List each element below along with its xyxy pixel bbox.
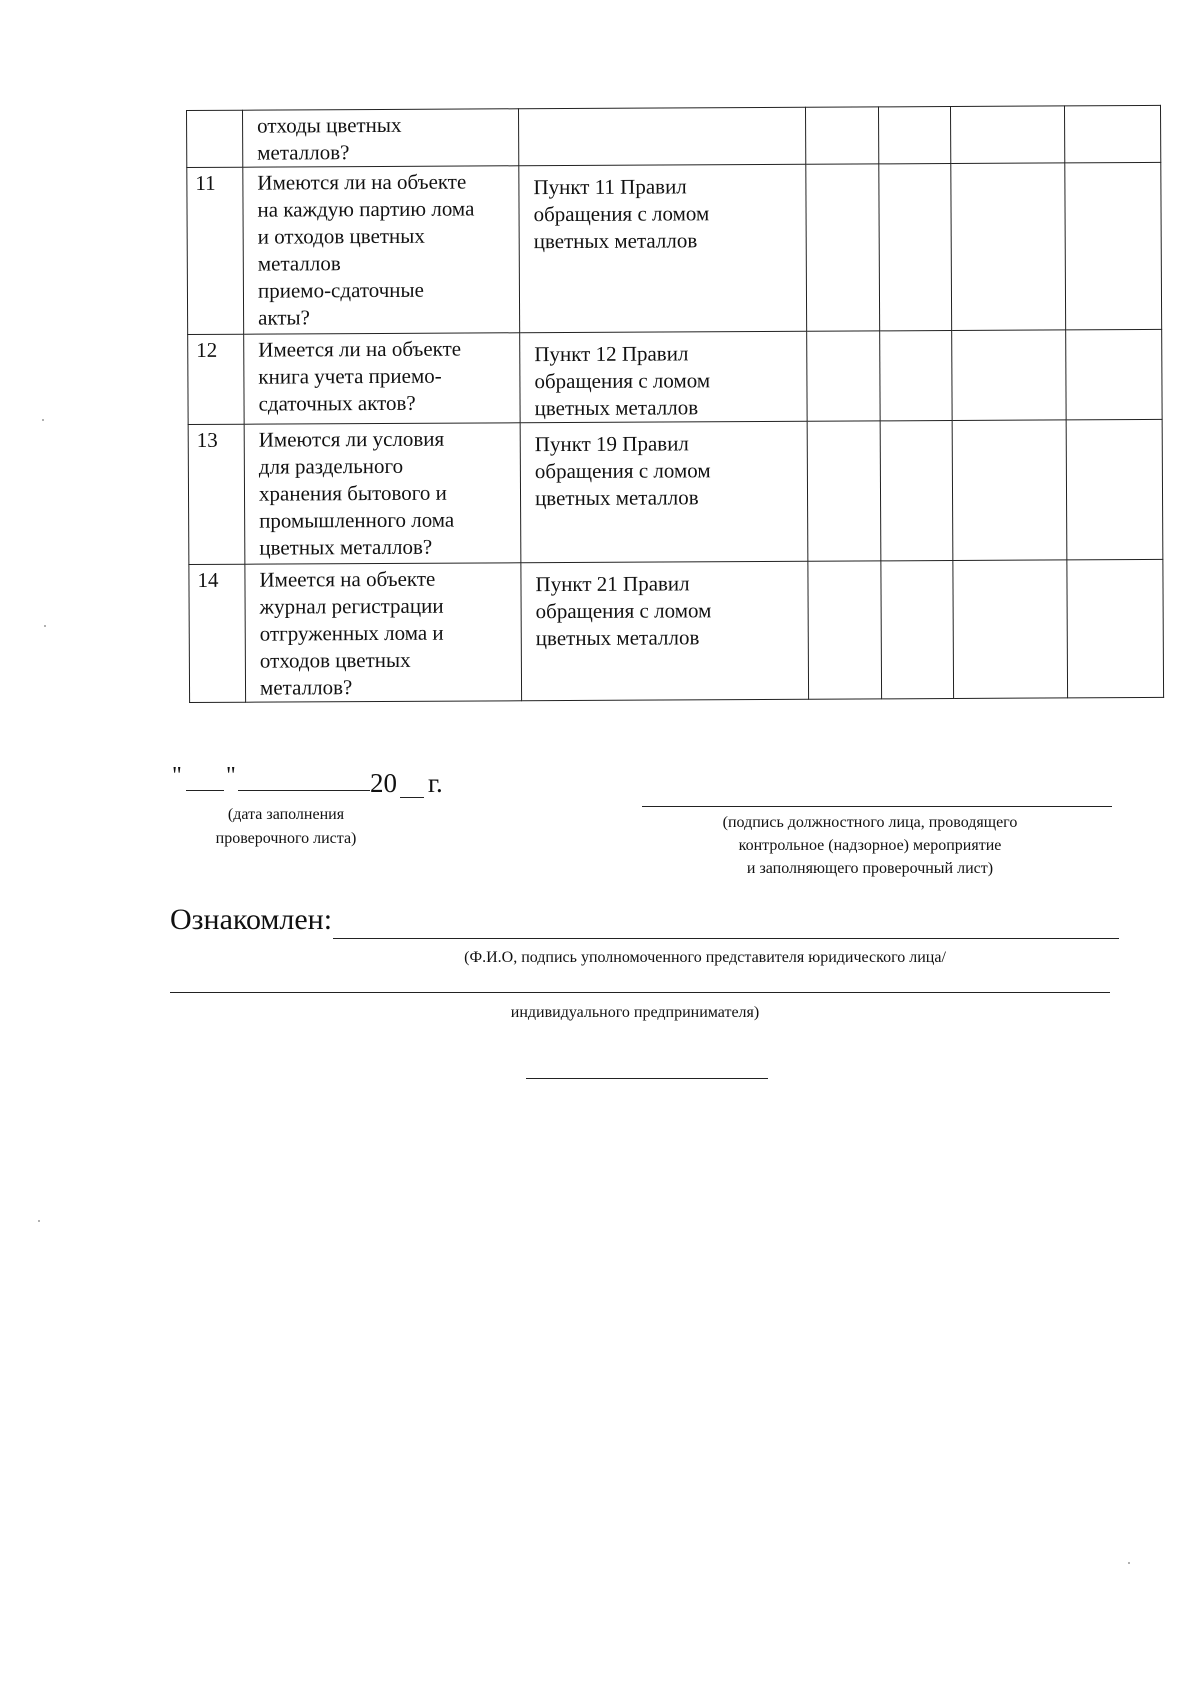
date-quote-close: " (226, 763, 236, 789)
reference-cell (521, 561, 809, 701)
table-row (189, 559, 1164, 702)
question-line: металлов? (257, 140, 350, 165)
date-caption-2: проверочного листа) (215, 830, 357, 847)
answer-cell[interactable] (953, 560, 1068, 699)
question-line: для раздельного (258, 453, 404, 479)
question-line: хранения бытового и (258, 480, 447, 506)
reference-line: Пункт 11 Правил (533, 174, 687, 200)
reference-cell (520, 421, 808, 563)
scan-speck (42, 419, 44, 421)
reference-line: обращения с ломом (533, 201, 710, 227)
scan-speck (44, 625, 46, 627)
reference-line: обращения с ломом (534, 458, 711, 484)
reference-line: Пункт 21 Правил (535, 571, 690, 597)
question-line: отходы цветных (257, 112, 402, 138)
row-number (187, 110, 243, 167)
row-number: 11 (187, 167, 244, 334)
acknowledged-caption-1: (Ф.И.О, подпись уполномоченного представителя юридического лица/ (464, 949, 946, 966)
table-row (187, 105, 1161, 167)
answer-cell[interactable] (1067, 559, 1164, 698)
acknowledged-second-line[interactable] (170, 992, 1110, 993)
question-line: отходов цветных (259, 647, 411, 673)
date-quote-open: " (172, 763, 182, 789)
answer-cell[interactable] (1065, 162, 1162, 330)
question-line: журнал регистрации (259, 593, 444, 619)
date-year-prefix: 20 (370, 768, 397, 798)
answer-cell[interactable] (952, 420, 1067, 561)
date-day-field[interactable] (186, 790, 224, 791)
reference-cell (520, 331, 807, 423)
answer-cell[interactable] (952, 330, 1066, 421)
answer-cell[interactable] (880, 420, 953, 560)
question-line: сдаточных актов? (258, 390, 416, 416)
question-line: металлов (257, 251, 341, 276)
answer-cell[interactable] (808, 561, 882, 699)
question-cell (243, 166, 520, 334)
table-row (188, 419, 1163, 564)
date-caption-1: (дата заполнения (227, 806, 345, 823)
reference-cell (519, 164, 807, 333)
question-line: металлов? (259, 675, 353, 700)
acknowledged-signature-line[interactable] (333, 938, 1119, 939)
answer-cell[interactable] (879, 163, 952, 330)
inspector-signature-line[interactable] (642, 806, 1112, 807)
end-separator (526, 1078, 768, 1079)
question-line: и отходов цветных (257, 223, 425, 249)
answer-cell[interactable] (1066, 419, 1163, 560)
question-cell (245, 563, 522, 702)
answer-cell[interactable] (950, 106, 1064, 164)
checklist-table (186, 105, 1164, 703)
question-line: Имеется на объекте (259, 566, 436, 592)
reference-line: цветных металлов (534, 485, 699, 511)
row-number: 14 (189, 564, 246, 702)
answer-cell[interactable] (807, 421, 881, 561)
answer-cell[interactable] (880, 330, 952, 420)
scan-speck (38, 1220, 40, 1222)
question-cell (243, 109, 519, 167)
question-cell (244, 423, 521, 564)
answer-cell[interactable] (951, 163, 1066, 331)
date-year-suffix: г. (428, 768, 443, 798)
question-cell (244, 333, 520, 424)
question-line: промышленного лома (259, 507, 455, 533)
inspector-caption-2: контрольное (надзорное) мероприятие (738, 837, 1002, 854)
scan-speck (1128, 1562, 1130, 1564)
row-number: 13 (188, 424, 245, 564)
answer-cell[interactable] (878, 106, 950, 163)
date-month-field[interactable] (238, 790, 370, 791)
reference-line: Пункт 12 Правил (534, 341, 689, 367)
answer-cell[interactable] (806, 164, 880, 331)
reference-line: обращения с ломом (534, 368, 711, 394)
reference-line: цветных металлов (534, 395, 699, 421)
question-line: акты? (258, 305, 311, 330)
inspector-caption-1: (подпись должностного лица, проводящего (722, 814, 1018, 831)
reference-cell (518, 107, 805, 166)
answer-cell[interactable] (807, 331, 880, 421)
date-year-field[interactable] (400, 797, 424, 798)
answer-cell[interactable] (805, 107, 878, 164)
question-line: на каждую партию лома (257, 196, 475, 222)
inspector-caption-3: и заполняющего проверочный лист) (746, 860, 994, 877)
acknowledged-caption-2: индивидуального предпринимателя) (510, 1004, 760, 1021)
question-line: Имеются ли условия (258, 426, 445, 452)
answer-cell[interactable] (1066, 329, 1162, 420)
answer-cell[interactable] (1064, 105, 1160, 163)
reference-line: цветных металлов (533, 228, 698, 254)
question-line: отгруженных лома и (259, 620, 444, 646)
question-line: приемо-сдаточные (257, 277, 424, 303)
reference-line: цветных металлов (535, 625, 700, 651)
question-line: Имеются ли на объекте (257, 169, 467, 195)
row-number: 12 (188, 334, 244, 424)
acknowledged-label: Ознакомлен: (170, 903, 333, 936)
question-line: Имеется ли на объекте (258, 336, 462, 362)
question-line: книга учета приемо- (258, 363, 442, 389)
reference-line: Пункт 19 Правил (534, 431, 689, 457)
answer-cell[interactable] (881, 560, 954, 698)
table-row (187, 162, 1162, 334)
table-row (188, 329, 1162, 424)
question-line: цветных металлов? (259, 534, 433, 560)
reference-line: обращения с ломом (535, 598, 712, 624)
